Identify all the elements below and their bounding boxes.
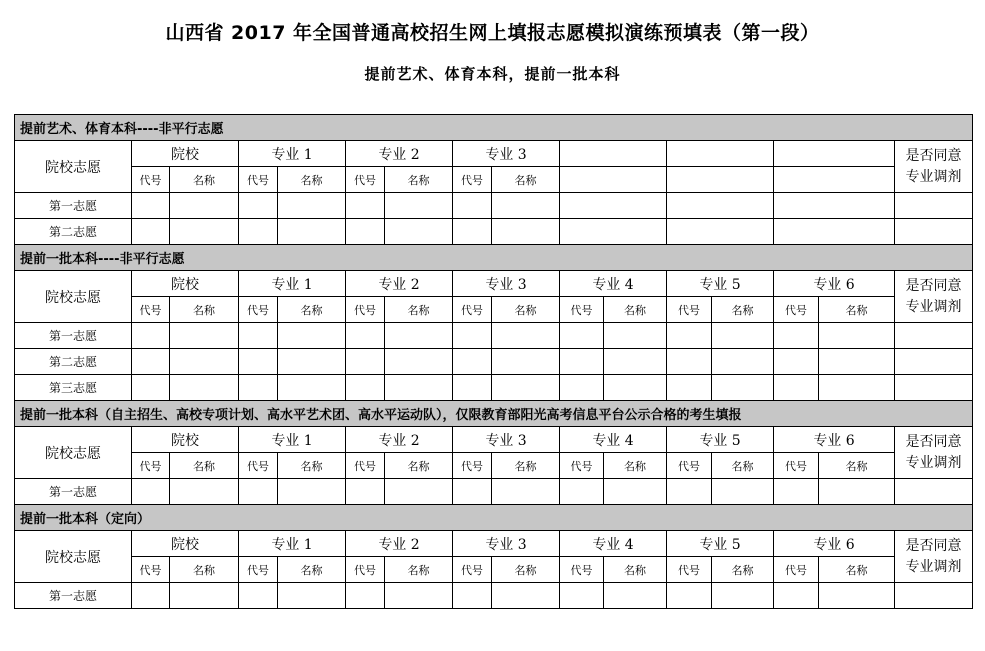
code-input-cell[interactable]	[239, 349, 278, 375]
subheader-row	[15, 557, 973, 583]
school-volunteer-label: 院校志愿	[15, 271, 132, 323]
name-input-cell[interactable]	[170, 583, 239, 609]
column-header-row	[15, 427, 973, 453]
code-input-cell[interactable]	[774, 375, 819, 401]
name-input-cell[interactable]	[492, 323, 560, 349]
name-input-cell[interactable]	[170, 219, 239, 245]
major-header: 专业 5	[667, 427, 774, 453]
section-title: 提前一批本科（定向）	[15, 505, 973, 531]
name-header: 名称	[819, 557, 895, 583]
code-input-cell[interactable]	[132, 323, 170, 349]
name-input-cell[interactable]	[492, 479, 560, 505]
major-header: 专业 2	[346, 271, 453, 297]
name-header: 名称	[712, 453, 774, 479]
adjustment-input-cell[interactable]	[895, 323, 973, 349]
code-input-cell[interactable]	[667, 323, 712, 349]
school-volunteer-label: 院校志愿	[15, 141, 132, 193]
name-header: 名称	[170, 557, 239, 583]
code-input-cell[interactable]	[132, 219, 170, 245]
code-header: 代号	[239, 167, 278, 193]
name-input-cell[interactable]	[170, 349, 239, 375]
code-input-cell[interactable]	[346, 193, 385, 219]
name-input-cell[interactable]	[712, 375, 774, 401]
subheader-row	[15, 453, 973, 479]
name-input-cell[interactable]	[819, 323, 895, 349]
code-input-cell[interactable]	[774, 583, 819, 609]
name-header: 名称	[604, 557, 667, 583]
code-input-cell[interactable]	[239, 193, 278, 219]
column-header-row	[15, 141, 973, 167]
code-header: 代号	[560, 557, 604, 583]
code-input-cell[interactable]	[453, 349, 492, 375]
name-input-cell[interactable]	[492, 219, 560, 245]
code-input-cell[interactable]	[132, 375, 170, 401]
section-header-row	[15, 115, 973, 141]
name-header: 名称	[712, 557, 774, 583]
empty-cell	[667, 193, 774, 219]
name-header: 名称	[170, 453, 239, 479]
name-input-cell[interactable]	[492, 375, 560, 401]
name-input-cell[interactable]	[385, 479, 453, 505]
section-header-row	[15, 505, 973, 531]
name-input-cell[interactable]	[278, 375, 346, 401]
major-header: 专业 2	[346, 531, 453, 557]
code-input-cell[interactable]	[667, 479, 712, 505]
code-input-cell[interactable]	[132, 349, 170, 375]
code-input-cell[interactable]	[453, 479, 492, 505]
name-input-cell[interactable]	[604, 375, 667, 401]
adjustment-consent-label	[895, 141, 973, 193]
name-input-cell[interactable]	[385, 375, 453, 401]
volunteer-row	[15, 219, 973, 245]
column-header-row	[15, 531, 973, 557]
volunteer-row	[15, 375, 973, 401]
name-header: 名称	[492, 167, 560, 193]
code-input-cell[interactable]	[239, 583, 278, 609]
page-title: 山西省 2017 年全国普通高校招生网上填报志愿模拟演练预填表（第一段）	[165, 22, 820, 44]
adjustment-input-cell[interactable]	[895, 479, 973, 505]
code-header: 代号	[239, 453, 278, 479]
major-header: 专业 5	[667, 531, 774, 557]
adjustment-input-cell[interactable]	[895, 349, 973, 375]
name-header: 名称	[278, 167, 346, 193]
code-input-cell[interactable]	[453, 375, 492, 401]
code-input-cell[interactable]	[346, 349, 385, 375]
major-header: 专业 6	[774, 427, 895, 453]
code-input-cell[interactable]	[239, 219, 278, 245]
code-input-cell[interactable]	[774, 349, 819, 375]
volunteer-row	[15, 583, 973, 609]
code-header: 代号	[774, 297, 819, 323]
code-header: 代号	[132, 453, 170, 479]
major-header: 专业 1	[239, 427, 346, 453]
name-input-cell[interactable]	[278, 479, 346, 505]
name-header: 名称	[604, 297, 667, 323]
name-input-cell[interactable]	[385, 349, 453, 375]
adjustment-label-line1: 是否同意	[905, 147, 962, 164]
school-header: 院校	[132, 271, 239, 297]
name-header: 名称	[604, 453, 667, 479]
name-header: 名称	[385, 453, 453, 479]
empty-subheader-cell	[560, 167, 667, 193]
code-header: 代号	[453, 167, 492, 193]
code-input-cell[interactable]	[560, 479, 604, 505]
major-header: 专业 6	[774, 271, 895, 297]
volunteer-form-table	[14, 114, 973, 609]
code-header: 代号	[667, 557, 712, 583]
volunteer-row	[15, 349, 973, 375]
code-header: 代号	[346, 557, 385, 583]
name-input-cell[interactable]	[712, 583, 774, 609]
empty-cell	[667, 219, 774, 245]
adjustment-label-line1: 是否同意	[905, 537, 962, 554]
major-header: 专业 2	[346, 427, 453, 453]
name-input-cell[interactable]	[604, 479, 667, 505]
major-header: 专业 1	[239, 531, 346, 557]
empty-subheader-cell	[774, 167, 895, 193]
code-input-cell[interactable]	[346, 219, 385, 245]
major-header: 专业 4	[560, 271, 667, 297]
code-input-cell[interactable]	[346, 375, 385, 401]
code-header: 代号	[774, 453, 819, 479]
code-input-cell[interactable]	[132, 583, 170, 609]
code-input-cell[interactable]	[132, 479, 170, 505]
code-header: 代号	[560, 453, 604, 479]
empty-cell	[774, 219, 895, 245]
volunteer-label: 第二志愿	[15, 349, 132, 375]
adjustment-label-line2: 专业调剂	[905, 454, 962, 471]
code-input-cell[interactable]	[667, 349, 712, 375]
major-header: 专业 3	[453, 531, 560, 557]
name-input-cell[interactable]	[712, 479, 774, 505]
code-header: 代号	[453, 297, 492, 323]
name-header: 名称	[819, 453, 895, 479]
adjustment-label-line2: 专业调剂	[905, 298, 962, 315]
empty-cell	[560, 193, 667, 219]
code-header: 代号	[560, 297, 604, 323]
adjustment-input-cell[interactable]	[895, 375, 973, 401]
volunteer-label: 第一志愿	[15, 193, 132, 219]
name-input-cell[interactable]	[819, 583, 895, 609]
adjustment-consent-label	[895, 531, 973, 583]
code-input-cell[interactable]	[346, 583, 385, 609]
section-title: 提前一批本科（自主招生、高校专项计划、高水平艺术团、高水平运动队），仅限教育部阳光高考信息平台公示合格的考生填报	[15, 401, 973, 427]
empty-header-cell	[560, 141, 667, 167]
name-header: 名称	[278, 297, 346, 323]
code-input-cell[interactable]	[560, 323, 604, 349]
name-input-cell[interactable]	[604, 583, 667, 609]
section-header-row	[15, 245, 973, 271]
name-input-cell[interactable]	[170, 193, 239, 219]
empty-cell	[560, 219, 667, 245]
name-input-cell[interactable]	[385, 583, 453, 609]
code-header: 代号	[132, 167, 170, 193]
code-header: 代号	[239, 557, 278, 583]
column-header-row	[15, 271, 973, 297]
name-header: 名称	[385, 557, 453, 583]
code-input-cell[interactable]	[346, 479, 385, 505]
name-input-cell[interactable]	[385, 193, 453, 219]
name-header: 名称	[170, 297, 239, 323]
code-header: 代号	[132, 557, 170, 583]
name-input-cell[interactable]	[170, 375, 239, 401]
code-header: 代号	[774, 557, 819, 583]
code-header: 代号	[667, 453, 712, 479]
adjustment-input-cell[interactable]	[895, 193, 973, 219]
adjustment-label-line1: 是否同意	[905, 433, 962, 450]
volunteer-row	[15, 479, 973, 505]
school-header: 院校	[132, 427, 239, 453]
name-header: 名称	[385, 297, 453, 323]
subheader-row	[15, 297, 973, 323]
major-header: 专业 3	[453, 271, 560, 297]
name-input-cell[interactable]	[278, 349, 346, 375]
name-input-cell[interactable]	[492, 349, 560, 375]
code-input-cell[interactable]	[453, 323, 492, 349]
code-input-cell[interactable]	[239, 323, 278, 349]
page-subtitle: 提前艺术、体育本科，提前一批本科	[364, 65, 621, 83]
major-header: 专业 4	[560, 427, 667, 453]
school-header: 院校	[132, 531, 239, 557]
name-input-cell[interactable]	[492, 193, 560, 219]
name-input-cell[interactable]	[385, 219, 453, 245]
volunteer-label: 第二志愿	[15, 219, 132, 245]
code-header: 代号	[453, 453, 492, 479]
adjustment-consent-label	[895, 427, 973, 479]
school-volunteer-label: 院校志愿	[15, 427, 132, 479]
section-title: 提前艺术、体育本科----非平行志愿	[15, 115, 973, 141]
code-header: 代号	[132, 297, 170, 323]
adjustment-consent-label	[895, 271, 973, 323]
adjustment-label-line2: 专业调剂	[905, 558, 962, 575]
name-header: 名称	[278, 453, 346, 479]
code-header: 代号	[346, 297, 385, 323]
name-input-cell[interactable]	[492, 583, 560, 609]
volunteer-label: 第一志愿	[15, 323, 132, 349]
name-input-cell[interactable]	[170, 479, 239, 505]
adjustment-label-line2: 专业调剂	[905, 168, 962, 185]
name-header: 名称	[712, 297, 774, 323]
empty-subheader-cell	[667, 167, 774, 193]
volunteer-label: 第三志愿	[15, 375, 132, 401]
name-header: 名称	[492, 557, 560, 583]
name-input-cell[interactable]	[278, 193, 346, 219]
code-input-cell[interactable]	[560, 375, 604, 401]
major-header: 专业 1	[239, 271, 346, 297]
name-header: 名称	[492, 297, 560, 323]
code-input-cell[interactable]	[774, 323, 819, 349]
code-input-cell[interactable]	[132, 193, 170, 219]
volunteer-label: 第一志愿	[15, 479, 132, 505]
major-header: 专业 6	[774, 531, 895, 557]
code-input-cell[interactable]	[774, 479, 819, 505]
section-header-row	[15, 401, 973, 427]
code-header: 代号	[453, 557, 492, 583]
adjustment-label-line1: 是否同意	[905, 277, 962, 294]
major-header: 专业 4	[560, 531, 667, 557]
code-input-cell[interactable]	[453, 219, 492, 245]
empty-header-cell	[667, 141, 774, 167]
adjustment-input-cell[interactable]	[895, 583, 973, 609]
major-header: 专业 5	[667, 271, 774, 297]
subheader-row	[15, 167, 973, 193]
code-input-cell[interactable]	[453, 193, 492, 219]
volunteer-row	[15, 323, 973, 349]
major-header: 专业 3	[453, 141, 560, 167]
code-input-cell[interactable]	[239, 479, 278, 505]
adjustment-input-cell[interactable]	[895, 219, 973, 245]
major-header: 专业 2	[346, 141, 453, 167]
name-input-cell[interactable]	[278, 583, 346, 609]
name-input-cell[interactable]	[819, 375, 895, 401]
school-header: 院校	[132, 141, 239, 167]
name-input-cell[interactable]	[819, 479, 895, 505]
name-header: 名称	[278, 557, 346, 583]
name-input-cell[interactable]	[604, 323, 667, 349]
code-input-cell[interactable]	[667, 583, 712, 609]
name-input-cell[interactable]	[385, 323, 453, 349]
name-header: 名称	[385, 167, 453, 193]
volunteer-label: 第一志愿	[15, 583, 132, 609]
empty-cell	[774, 193, 895, 219]
section-title: 提前一批本科----非平行志愿	[15, 245, 973, 271]
code-header: 代号	[667, 297, 712, 323]
major-header: 专业 3	[453, 427, 560, 453]
code-header: 代号	[346, 167, 385, 193]
code-header: 代号	[239, 297, 278, 323]
code-input-cell[interactable]	[667, 375, 712, 401]
empty-header-cell	[774, 141, 895, 167]
name-input-cell[interactable]	[170, 323, 239, 349]
code-input-cell[interactable]	[346, 323, 385, 349]
name-header: 名称	[492, 453, 560, 479]
code-header: 代号	[346, 453, 385, 479]
name-header: 名称	[170, 167, 239, 193]
name-input-cell[interactable]	[278, 323, 346, 349]
school-volunteer-label: 院校志愿	[15, 531, 132, 583]
name-input-cell[interactable]	[712, 349, 774, 375]
major-header: 专业 1	[239, 141, 346, 167]
volunteer-row	[15, 193, 973, 219]
name-header: 名称	[819, 297, 895, 323]
name-input-cell[interactable]	[819, 349, 895, 375]
code-input-cell[interactable]	[560, 583, 604, 609]
code-input-cell[interactable]	[239, 375, 278, 401]
name-input-cell[interactable]	[604, 349, 667, 375]
code-input-cell[interactable]	[560, 349, 604, 375]
name-input-cell[interactable]	[712, 323, 774, 349]
code-input-cell[interactable]	[453, 583, 492, 609]
name-input-cell[interactable]	[278, 219, 346, 245]
